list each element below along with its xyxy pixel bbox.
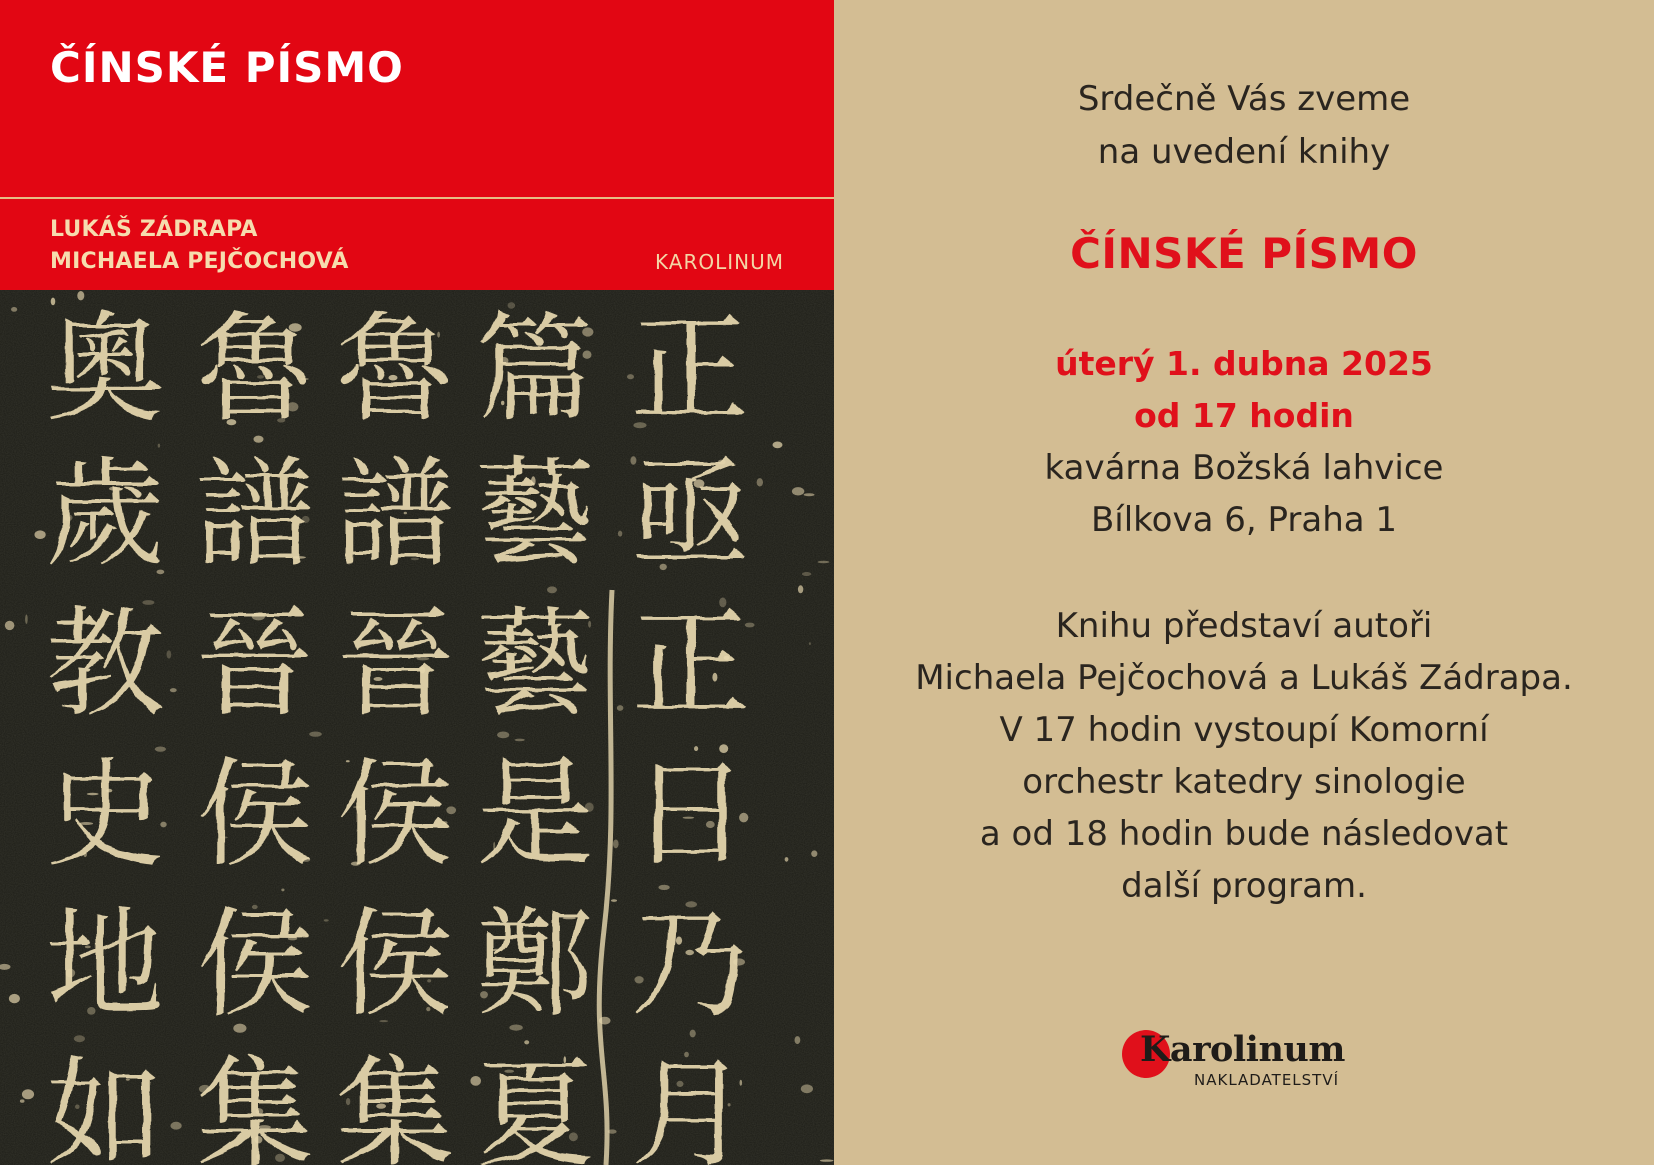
rubbing-speck <box>25 614 28 624</box>
calligraphy-glyph: 侯 <box>335 745 455 883</box>
calligraphy-glyph: 鄭 <box>475 895 595 1033</box>
invitation-panel <box>834 0 1654 1165</box>
rubbing-speck <box>281 889 284 892</box>
calligraphy-glyph: 如 <box>45 1045 165 1165</box>
calligraphy-glyph: 侯 <box>195 745 315 883</box>
program-line-1: Knihu představí autoři <box>1055 606 1433 646</box>
calligraphy-glyph: 藝 <box>475 445 595 583</box>
logo-subtitle: NAKLADATELSTVÍ <box>1194 1071 1340 1089</box>
rubbing-speck <box>547 586 557 593</box>
rubbing-speck <box>798 585 803 593</box>
cover-publisher: KAROLINUM <box>655 250 784 274</box>
rubbing-speck <box>11 307 17 312</box>
event-venue: kavárna Božská lahvice <box>1044 448 1444 488</box>
calligraphy-rubbing-image <box>0 290 834 1165</box>
rubbing-speck <box>5 621 15 630</box>
rubbing-speck <box>773 442 783 449</box>
calligraphy-glyph: 藝 <box>475 595 595 733</box>
program-line-5: a od 18 hodin bude následovat <box>979 814 1509 854</box>
calligraphy-glyph: 是 <box>475 745 595 883</box>
calligraphy-glyph: 乃 <box>630 895 750 1033</box>
rubbing-speck <box>167 650 172 658</box>
calligraphy-glyph: 魯 <box>195 300 315 438</box>
rubbing-speck <box>795 1036 801 1044</box>
invite-book-title: ČÍNSKÉ PÍSMO <box>1070 229 1418 278</box>
calligraphy-glyph: 夏 <box>475 1045 595 1165</box>
event-time: od 17 hodin <box>1134 396 1354 435</box>
rubbing-speck <box>809 642 811 645</box>
cover-title: ČÍNSKÉ PÍSMO <box>50 43 404 92</box>
calligraphy-glyph: 晉 <box>335 595 455 733</box>
rubbing-speck <box>785 857 789 862</box>
calligraphy-glyph: 晉 <box>195 595 315 733</box>
calligraphy-glyph: 歲 <box>45 445 165 583</box>
calligraphy-glyph: 侯 <box>335 895 455 1033</box>
calligraphy-glyph: 集 <box>335 1045 455 1165</box>
rubbing-speck <box>524 1040 529 1044</box>
program-line-2: Michaela Pejčochová a Lukáš Zádrapa. <box>915 658 1573 698</box>
cover-red-band <box>0 0 834 290</box>
rubbing-speck <box>801 1084 813 1093</box>
calligraphy-glyph: 篇 <box>475 300 595 438</box>
calligraphy-glyph: 譜 <box>335 445 455 583</box>
rubbing-speck <box>170 688 177 692</box>
rubbing-speck <box>613 840 619 849</box>
calligraphy-glyph: 魯 <box>335 300 455 438</box>
program-line-6: další program. <box>1121 866 1367 906</box>
cover-author-1: LUKÁŠ ZÁDRAPA <box>50 217 258 242</box>
cover-divider <box>0 197 834 199</box>
rubbing-speck <box>617 705 624 711</box>
calligraphy-glyph: 日 <box>630 745 750 883</box>
rubbing-speck <box>811 850 817 857</box>
program-line-3: V 17 hodin vystoupí Komorní <box>999 710 1489 750</box>
calligraphy-glyph: 正 <box>630 595 750 733</box>
rubbing-speck <box>9 994 20 1003</box>
calligraphy-glyph: 正 <box>630 300 750 438</box>
rubbing-speck <box>792 487 804 495</box>
greeting-line-2: na uvedení knihy <box>1097 132 1391 172</box>
rubbing-speck <box>171 1122 182 1130</box>
calligraphy-glyph: 譜 <box>195 445 315 583</box>
rubbing-speck <box>324 919 329 921</box>
karolinum-logo <box>1122 1024 1382 1094</box>
event-date: úterý 1. dubna 2025 <box>1055 344 1433 383</box>
rubbing-speck <box>611 899 617 902</box>
rubbing-speck <box>658 885 669 890</box>
rubbing-speck <box>22 1089 34 1099</box>
program-line-4: orchestr katedry sinologie <box>1022 762 1466 802</box>
rubbing-speck <box>515 739 525 742</box>
rubbing-speck <box>820 1159 834 1161</box>
rubbing-speck <box>757 478 763 486</box>
calligraphy-glyph: 教 <box>45 595 165 733</box>
calligraphy-glyph: 亟 <box>630 445 750 583</box>
calligraphy-glyph: 奧 <box>45 300 165 438</box>
calligraphy-glyph: 史 <box>45 745 165 883</box>
calligraphy-glyph: 侯 <box>195 895 315 1033</box>
event-address: Bílkova 6, Praha 1 <box>1090 500 1398 540</box>
logo-wordmark: Karolinum <box>1140 1029 1345 1070</box>
cover-authors <box>50 214 349 278</box>
rubbing-speck <box>20 1099 25 1102</box>
rubbing-speck <box>818 561 830 563</box>
calligraphy-glyph: 月 <box>630 1045 750 1165</box>
calligraphy-rubbing-svg <box>0 290 834 1165</box>
rubbing-speck <box>35 530 46 539</box>
rubbing-speck <box>77 291 84 300</box>
greeting-line-1: Srdečně Vás zveme <box>1077 79 1411 119</box>
calligraphy-glyph: 地 <box>45 895 165 1033</box>
rubbing-speck <box>74 1035 85 1042</box>
cover-author-2: MICHAELA PEJČOCHOVÁ <box>50 249 349 274</box>
rubbing-speck <box>804 493 815 496</box>
calligraphy-glyph: 集 <box>195 1045 315 1165</box>
rubbing-speck <box>618 531 622 537</box>
rubbing-speck <box>802 572 811 576</box>
